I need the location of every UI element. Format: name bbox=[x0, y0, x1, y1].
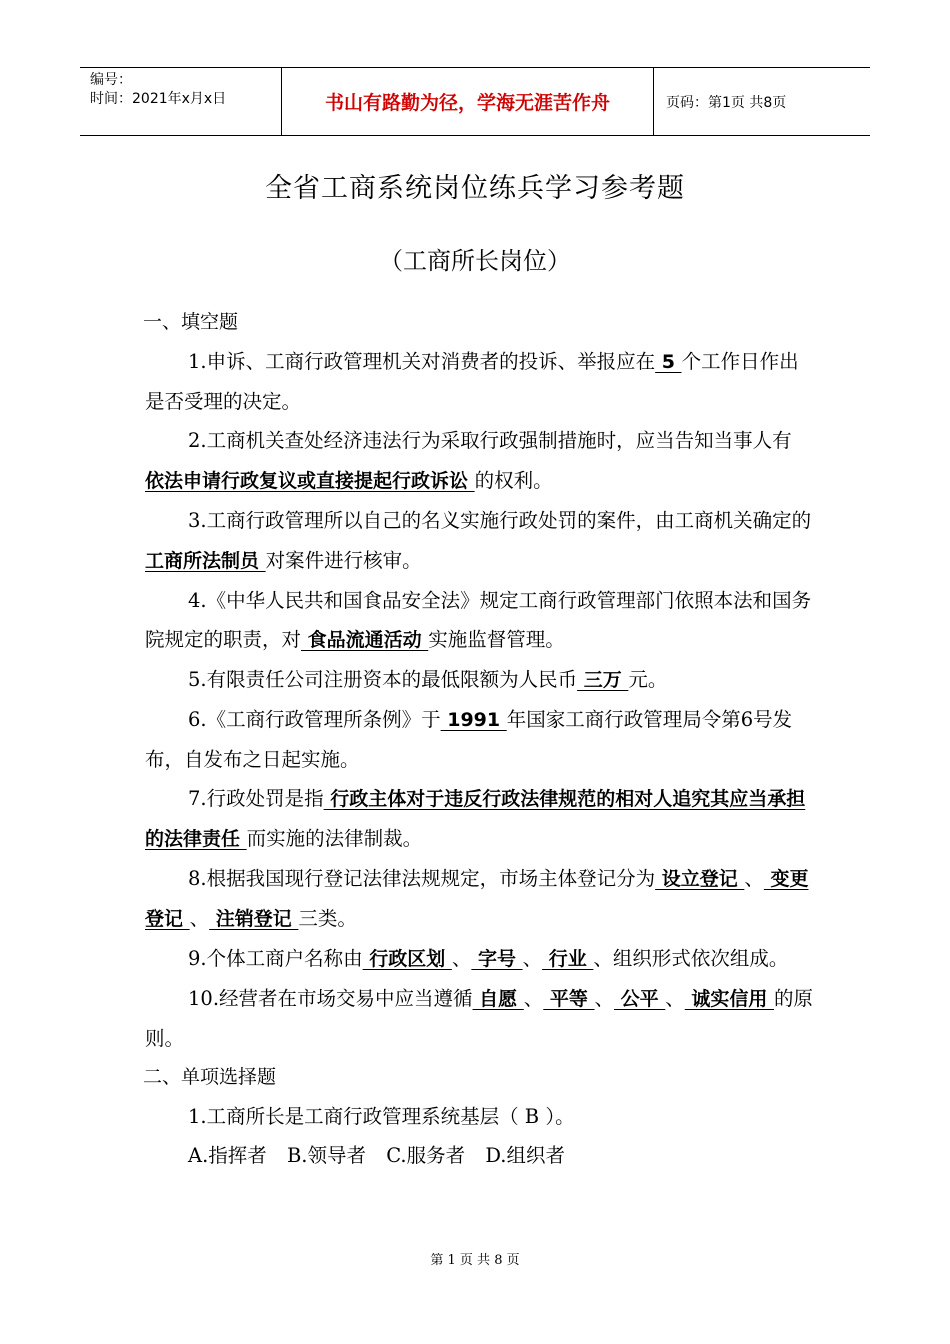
answer-blank: 5 bbox=[655, 351, 682, 373]
document-title: 全省工商系统岗位练兵学习参考题 bbox=[265, 173, 685, 204]
answer-blank: 自愿 bbox=[472, 988, 524, 1010]
question-8 bbox=[145, 859, 815, 939]
question-text: 、组织形式依次组成。 bbox=[593, 947, 789, 970]
answer-blank: 平等 bbox=[543, 988, 595, 1010]
question-text: 8.根据我国现行登记法律法规规定，市场主体登记分为 bbox=[188, 867, 656, 890]
separator: 、 bbox=[189, 907, 210, 930]
question-text: 1.申诉、工商行政管理机关对消费者的投诉、举报应在 bbox=[188, 350, 656, 373]
section-heading-fill-blank: 一、填空题 bbox=[143, 311, 239, 333]
question-text: 三类。 bbox=[298, 907, 357, 930]
section-heading-single-choice: 二、单项选择题 bbox=[143, 1066, 277, 1088]
question-3 bbox=[145, 501, 815, 581]
question-text: 元。 bbox=[628, 668, 668, 691]
answer-blank: 行业 bbox=[542, 948, 594, 970]
answer-blank: 字号 bbox=[471, 948, 523, 970]
question-text: 年国家工商行政管理局令第6号发布，自发布之日起实施。 bbox=[145, 708, 793, 771]
question-text: 7.行政处罚是指 bbox=[188, 787, 324, 810]
answer-blank: 食品流通活动 bbox=[301, 629, 429, 651]
answer-blank: 设立登记 bbox=[655, 868, 745, 890]
question-text: 4.《中华人民共和国食品安全法》规定工商行政管理部门依照本法和国务院规定的职责，对 bbox=[145, 589, 812, 651]
question-text: 的原则。 bbox=[145, 987, 814, 1050]
answer-blank: 行政区划 bbox=[362, 948, 452, 970]
separator: 、 bbox=[594, 987, 615, 1010]
question-text: 9.个体工商户名称由 bbox=[188, 947, 363, 970]
question-9 bbox=[145, 939, 815, 979]
question-text: 10.经营者在市场交易中应当遵循 bbox=[188, 987, 473, 1010]
header-motto: 书山有路勤为径，学海无涯苦作舟 bbox=[282, 68, 654, 135]
question-10 bbox=[145, 979, 815, 1058]
separator: 、 bbox=[451, 947, 472, 970]
question-text: 而实施的法律制裁。 bbox=[246, 827, 423, 850]
question-6 bbox=[145, 700, 815, 779]
answer-blank: 公平 bbox=[614, 988, 666, 1010]
header-page-info: 页码：第1页 共8页 bbox=[666, 94, 787, 111]
document-subtitle: （工商所长岗位） bbox=[379, 247, 571, 275]
question-text: 对案件进行核审。 bbox=[265, 549, 422, 572]
answer-blank: 变更登记 bbox=[145, 868, 809, 930]
separator: 、 bbox=[523, 987, 544, 1010]
question-2 bbox=[145, 421, 815, 501]
separator: 、 bbox=[744, 867, 764, 890]
page-header bbox=[80, 67, 870, 136]
number-label: 编号： bbox=[90, 72, 132, 88]
question-text: 个工作日作出是否受理的决定。 bbox=[145, 350, 799, 413]
answer-blank: 行政主体对于违反行政法律规范的相对人追究其应当承担的法律责任 bbox=[145, 788, 806, 850]
question-1 bbox=[145, 342, 815, 421]
header-meta bbox=[80, 68, 282, 135]
mc-options-1: A.指挥者 B.领导者 C.服务者 D.组织者 bbox=[188, 1144, 565, 1167]
question-4 bbox=[145, 581, 815, 660]
answer-blank: 工商所法制员 bbox=[145, 550, 266, 572]
question-text: 5.有限责任公司注册资本的最低限额为人民币 bbox=[188, 668, 578, 691]
question-text: 实施监督管理。 bbox=[428, 628, 565, 651]
answer-blank: 依法申请行政复议或直接提起行政诉讼 bbox=[145, 470, 475, 492]
question-5 bbox=[145, 660, 815, 700]
separator: 、 bbox=[522, 947, 543, 970]
time-label: 时间：2021年x月x日 bbox=[90, 91, 227, 107]
question-7 bbox=[145, 779, 815, 859]
question-text: 2.工商机关查处经济违法行为采取行政强制措施时，应当告知当事人有 bbox=[188, 429, 792, 452]
answer-blank: 诚实信用 bbox=[684, 988, 774, 1010]
mc-question-1: 1.工商所长是工商行政管理系统基层（ B ）。 bbox=[188, 1105, 575, 1128]
page-footer: 第 1 页 共 8 页 bbox=[430, 1253, 520, 1268]
answer-blank: 1991 bbox=[440, 709, 507, 731]
answer-blank: 注销登记 bbox=[209, 908, 299, 930]
answer-blank: 三万 bbox=[577, 669, 629, 691]
separator: 、 bbox=[665, 987, 685, 1010]
document-body bbox=[145, 303, 815, 1175]
question-text: 的权利。 bbox=[474, 469, 553, 492]
question-text: 6.《工商行政管理所条例》于 bbox=[188, 708, 441, 731]
question-text: 3.工商行政管理所以自己的名义实施行政处罚的案件，由工商机关确定的 bbox=[188, 509, 812, 532]
